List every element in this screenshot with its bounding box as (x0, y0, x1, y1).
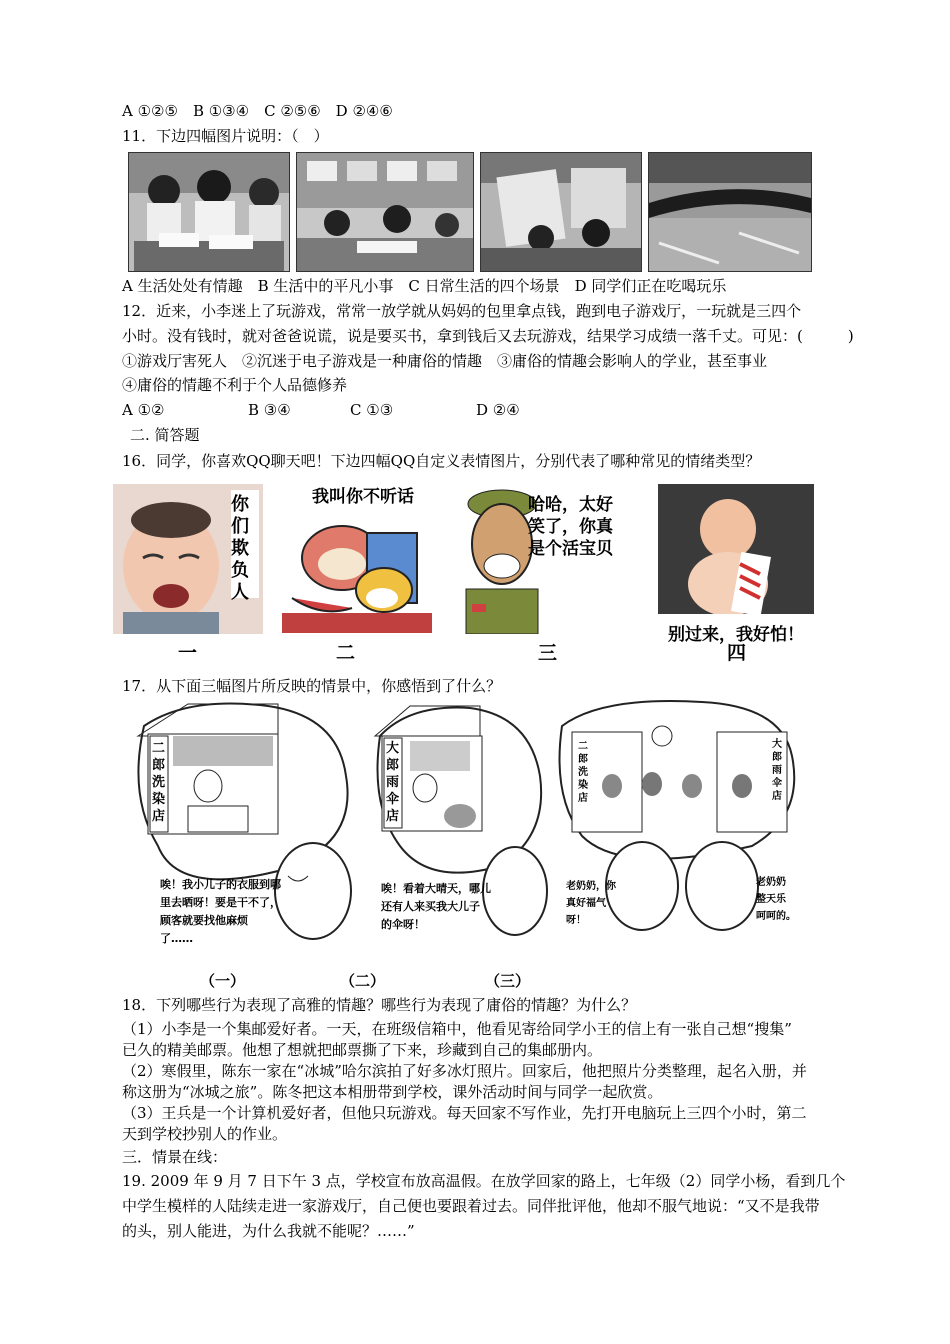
cartoon2-sign: 大 郎 雨 伞 店 (386, 741, 400, 824)
photo-art-class (480, 152, 642, 272)
q19-line1: 19. 2009 年 9 月 7 日下午 3 点，学校宣布放高温假。在放学回家的路上，七年级（2）同学小杨，看到几个 (122, 1172, 846, 1190)
emoji1-vertical-text: 你 们 欺 负 人 (231, 494, 249, 603)
cartoon-label-3: （三） (485, 972, 531, 990)
cartoon3-bubble-right: 老奶奶 整天乐 呵呵的。 (756, 877, 796, 922)
section-2-heading: 二. 简答题 (130, 426, 200, 444)
emoji2-text: 我叫你不听话 (312, 487, 414, 507)
q12-option-d: D ②④ (476, 401, 520, 419)
q17-stem: 17．从下面三幅图片所反映的情景中，你感悟到了什么？ (122, 677, 502, 695)
emoji-label-4: 四 (727, 642, 747, 664)
emoji-label-2: 二 (336, 642, 356, 664)
cartoon3-sign-left: 二 郎 洗 染 店 (578, 741, 588, 804)
q12-option-a: A ①② (122, 401, 165, 419)
q12-line2: 小时。没有钱时，就对爸爸说谎，说是要买书，拿到钱后又去玩游戏，结果学习成绩一落千丈。可见：( ) (122, 327, 854, 345)
q11-options: A 生活处处有情趣 B 生活中的平凡小事 C 日常生活的四个场景 D 同学们正在吃喝玩乐 (122, 277, 727, 295)
q19-line3: 的头，别人能进，为什么我就不能呢？……” (122, 1222, 415, 1240)
q18-p3a: （3）王兵是一个计算机爱好者，但他只玩游戏。每天回家不写作业，先打开电脑玩上三四个小时，第二 (122, 1104, 807, 1122)
cartoon3-bubble-left: 老奶奶，你 真好福气 呀！ (566, 881, 616, 926)
cartoon1-bubble: 唉！我小儿子的衣服到哪 里去晒呀！要是干不了， 顾客就要找他麻烦 了…… (160, 878, 281, 945)
cartoon3-sign-right: 大 郎 雨 伞 店 (772, 739, 782, 802)
q18-p2a: （2）寒假里，陈东一家在“冰城”哈尔滨拍了好多冰灯照片。回家后，他把照片分类整理，起名入册，并 (122, 1062, 807, 1080)
q12-choices2: ④庸俗的情趣不利于个人品德修养 (122, 376, 348, 394)
q19-line2: 中学生模样的人陆续走进一家游戏厅，自己便也要跟着过去。同伴批评他，他却不服气地说：“又不是我带 (122, 1197, 820, 1215)
photo-children-reading (128, 152, 290, 272)
q11-stem: 11．下边四幅图片说明：（ ） (122, 127, 329, 145)
emoji-scared-baby (658, 484, 814, 614)
cartoon-label-2: （二） (340, 972, 386, 990)
photo-classroom-study (296, 152, 474, 272)
emoji4-text: 别过来，我好怕！ (668, 625, 804, 645)
emoji3-text: 哈哈，太好 笑了，你真 是个活宝贝 (528, 495, 613, 559)
q18-p1a: （1）小李是一个集邮爱好者。一天，在班级信箱中，他看见寄给同学小王的信上有一张自己想“搜集” (122, 1020, 792, 1038)
q12-choices1: ①游戏厅害死人 ②沉迷于电子游戏是一种庸俗的情趣 ③庸俗的情趣会影响人的学业，甚至事业 (122, 352, 768, 370)
q12-line1: 12．近来，小李迷上了玩游戏，常常一放学就从妈妈的包里拿点钱，跑到电子游戏厅，一玩就是三四个 (122, 302, 802, 320)
q12-option-b: B ③④ (248, 401, 291, 419)
q18-stem: 18．下列哪些行为表现了高雅的情趣？哪些行为表现了庸俗的情趣？为什么？ (122, 996, 637, 1014)
q10-options: A ①②⑤ B ①③④ C ②⑤⑥ D ②④⑥ (122, 102, 393, 120)
cartoon1-sign: 二 郎 洗 染 店 (152, 741, 166, 824)
cartoon2-bubble: 唉！看着大晴天，哪儿 还有人来买我大儿子 的伞呀！ (381, 882, 491, 931)
q16-stem: 16．同学，你喜欢QQ聊天吧！下边四幅QQ自定义表情图片，分别代表了哪种常见的情绪类型？ (122, 452, 761, 470)
q18-p1b: 已久的精美邮票。他想了想就把邮票撕了下来，珍藏到自己的集邮册内。 (122, 1041, 603, 1059)
emoji-label-3: 三 (538, 642, 558, 664)
emoji-label-1: 一 (178, 642, 198, 664)
photo-crowd-square (648, 152, 812, 272)
cartoon-label-1: （一） (200, 972, 246, 990)
q18-p2b: 称这册为“冰城之旅”。陈冬把这本相册带到学校，课外活动时间与同学一起欣赏。 (122, 1083, 663, 1101)
section-3-heading: 三．情景在线： (122, 1148, 228, 1166)
q18-p3b: 天到学校抄别人的作业。 (122, 1125, 288, 1143)
q12-option-c: C ①③ (350, 401, 394, 419)
